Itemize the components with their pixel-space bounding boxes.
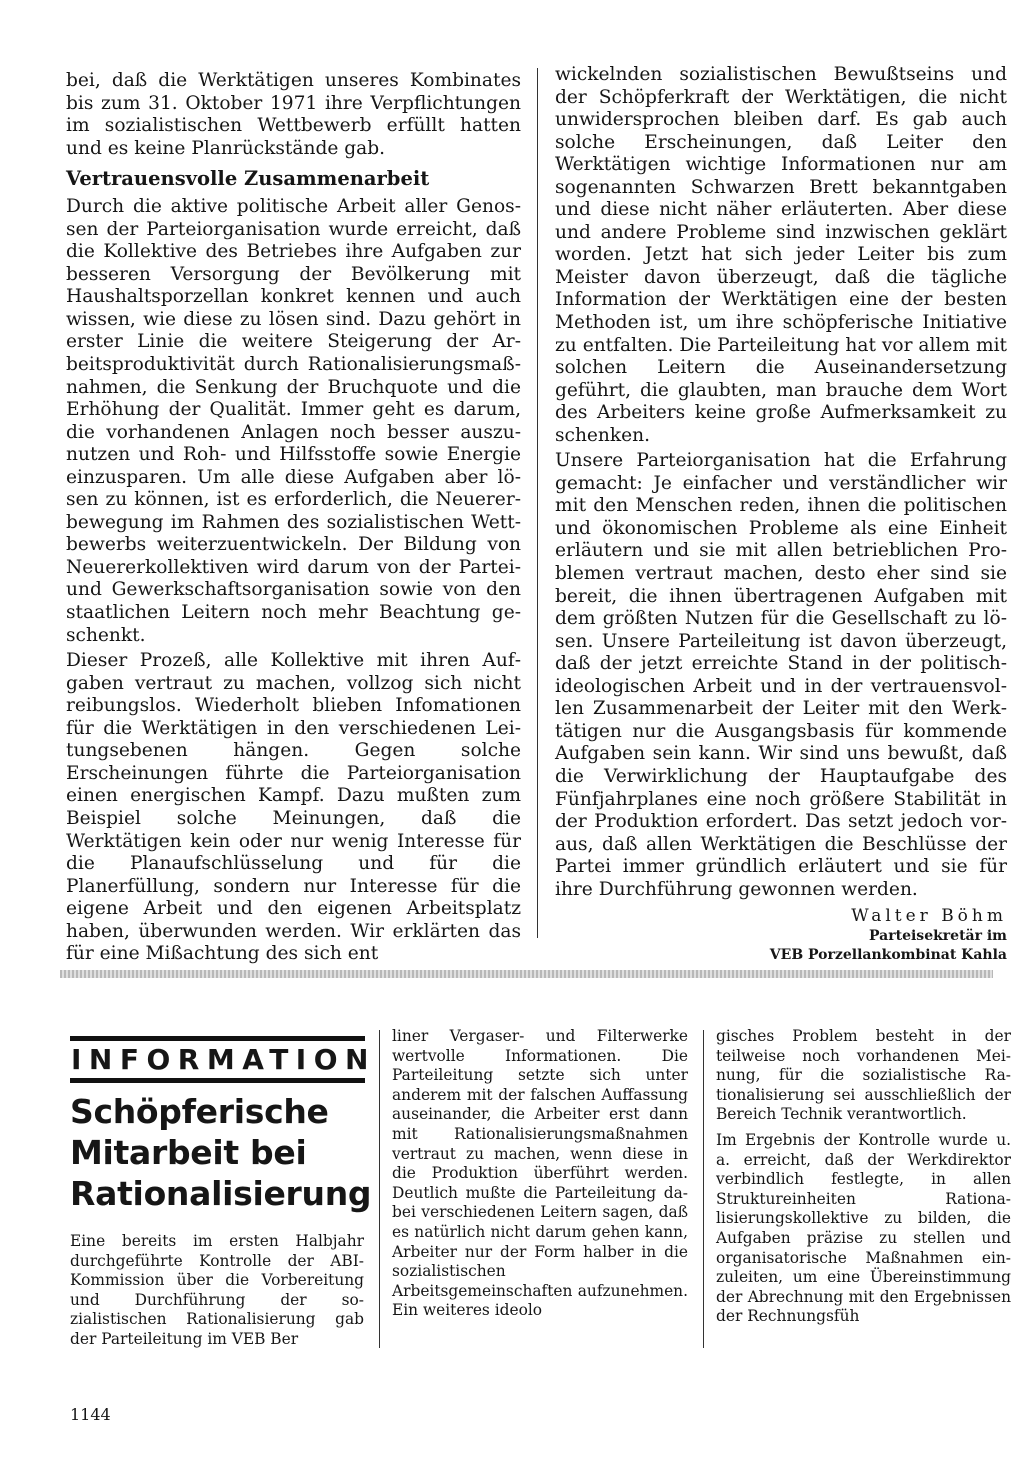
info-column-1 <box>70 1232 364 1350</box>
top-article-left-column <box>66 70 521 966</box>
title-line-2: Mitarbeit bei <box>70 1133 307 1172</box>
column-divider-top <box>537 68 538 938</box>
author-organization: VEB Porzellankombinat Kahla <box>769 947 1007 964</box>
author-role: Parteisekretär im <box>869 928 1007 945</box>
page-number: 1144 <box>70 1405 111 1424</box>
information-header <box>70 1036 376 1214</box>
right-paragraph-1: wickelnden sozialistischen Bewußtseins und der Schöpferkraft der Werktätigen, die nicht unwidersprochen bleiben darf. Es gab auch solche Erscheinungen, daß Leiter den Werktätigen wichtige Informationen nur am sogenannten Schwarzen Brett bekanntgaben und diese nicht näher erläuterten. Aber diese und andere Probleme sind inzwischen geklärt worden. Jetzt hat sich jeder Leiter bis zum Meister davon überzeugt, daß die tägliche Information der Werktätigen eine der besten Methoden ist, um ihre schöpferische Initiative zu entfalten. Die Parteileitung hat vor allem mit solchen Leitern die Auseinandersetzung geführt, die glaubten, man brauche dem Wort des Arbeiters keine große Aufmerksamkeit zu schenken. <box>555 64 1007 446</box>
info-column-3 <box>716 1027 1011 1327</box>
signature-block <box>555 905 1007 965</box>
intro-paragraph: bei, daß die Werktätigen unseres Kombinates bis zum 31. Oktober 1971 ihre Verpflichtungen im sozialistischen Wettbewerb erfüllt hatten und es keine Planrückstände gab. <box>66 70 521 159</box>
information-label: INFORMATION <box>71 1043 376 1076</box>
column-divider-bottom-2 <box>703 1030 704 1348</box>
section-divider <box>60 970 993 978</box>
info-column-2 <box>392 1027 688 1321</box>
top-article-right-column <box>555 64 1007 965</box>
title-line-3: Rationalisierung <box>70 1174 372 1213</box>
info-col1-paragraph: Eine bereits im ersten Halbjahr durchgeführte Kontrolle der ABI-Kommission über die Vorbereitung und Durchführung der sozialistischen Rationalisierung gab der Parteileitung im VEB Ber <box>70 1232 364 1348</box>
info-rule-bottom <box>70 1078 365 1083</box>
right-paragraph-2: Unsere Parteiorganisation hat die Erfahrung gemacht: Je einfacher und verständlicher wir mit den Menschen reden, ihnen die politischen und ökonomischen Probleme als eine Einheit erläutern und sie mit allen betrieblichen Problemen vertraut machen, desto eher sind sie bereit, die ihnen übertragenen Aufgaben mit dem größten Nutzen für die Gesellschaft zu lösen. Unsere Parteileitung ist davon überzeugt, daß der jetzt erreichte Stand in der politisch-ideologischen Arbeit und in der vertrauensvollen Zusammenarbeit der Leiter mit den Werktätigen nur die Ausgangsbasis für kommende Aufgaben sein kann. Wir sind uns bewußt, daß die Verwirklichung der Hauptaufgabe des Fünfjahrplanes eine noch größere Stabilität in der Produktion erfordert. Das setzt jedoch voraus, daß allen Werktätigen die Beschlüsse der Partei immer gründlich erläutert und sie für ihre Durchführung gewonnen werden. <box>555 450 1007 900</box>
info-col2-paragraph: liner Vergaser- und Filterwerke wertvolle Informationen. Die Parteileitung setzte sich unter anderem mit der falschen Auffassung auseinander, die Arbeiter erst dann mit Rationalisierungsmaßnahmen vertraut zu machen, wenn diese in die Produktion überführt werden. Deutlich mußte die Parteileitung dabei verschiedenen Leitern sagen, daß es natürlich nicht darum gehen kann, Arbeiter nur der Form halber in die sozialistischen Arbeitsgemeinschaften aufzunehmen. Ein weiteres ideolo <box>392 1027 688 1320</box>
info-col3-paragraph-1: gisches Problem besteht in der teilweise noch vorhandenen Meinung, für die sozialistische Rationalisierung sei ausschließlich der Bereich Technik verantwortlich. <box>716 1027 1011 1124</box>
article-title <box>70 1091 372 1214</box>
left-paragraph-2: Dieser Prozeß, alle Kollektive mit ihren Aufgaben vertraut zu machen, vollzog sich nicht reibungslos. Wiederholt blieben Infomationen für die Werktätigen in den verschiedenen Leitungsebenen hängen. Gegen solche Erscheinungen führte die Parteiorganisation einen energischen Kampf. Dazu mußten zum Beispiel solche Meinungen, daß die Werktätigen kein oder nur wenig Interesse für die Planaufschlüsselung und für die Planerfüllung, sondern nur Interesse für die eigene Arbeit und den eigenen Arbeitsplatz haben, überwunden werden. Wir erklärten das für eine Mißachtung des sich ent <box>66 650 521 965</box>
column-divider-bottom-1 <box>379 1030 380 1348</box>
left-paragraph-1: Durch die aktive politische Arbeit aller Genossen der Parteiorganisation wurde erreicht, daß die Kollektive des Betriebes ihre Aufgaben zur besseren Versorgung der Bevölkerung mit Haushaltsporzellan konkret kennen und auch wissen, wie diese zu lösen sind. Dazu gehört in erster Linie die weitere Steigerung der Arbeitsproduktivität durch Rationalisierungsmaßnahmen, die Senkung der Bruchquote und die Erhöhung der Qualität. Immer geht es darum, die vorhandenen Anlagen noch besser auszunutzen und Roh- und Hilfsstoffe sowie Energie einzusparen. Um alle diese Aufgaben aber lösen zu können, ist es erforderlich, die Neuererbewegung im Rahmen des sozialistischen Wettbewerbs weiterzuentwickeln. Der Bildung von Neuererkollektiven wird darum von der Partei- und Gewerkschaftsorganisation sowie von den staatlichen Leitern noch mehr Beachtung geschenkt. <box>66 196 521 646</box>
section-heading: Vertrauensvolle Zusammenarbeit <box>66 167 430 191</box>
info-col3-paragraph-2: Im Ergebnis der Kontrolle wurde u. a. erreicht, daß der Werkdirektor verbindlich festlegte, in allen Struktureinheiten Rationalisierungskollektive zu bilden, die Aufgaben präzise zu stellen und organisatorische Maßnahmen einzuleiten, um eine Übereinstimmung der Abrechnung mit den Ergebnissen der Rechnungsfüh <box>716 1130 1011 1326</box>
title-line-1: Schöpferische <box>70 1092 329 1131</box>
author-name: Walter Böhm <box>851 906 1007 927</box>
